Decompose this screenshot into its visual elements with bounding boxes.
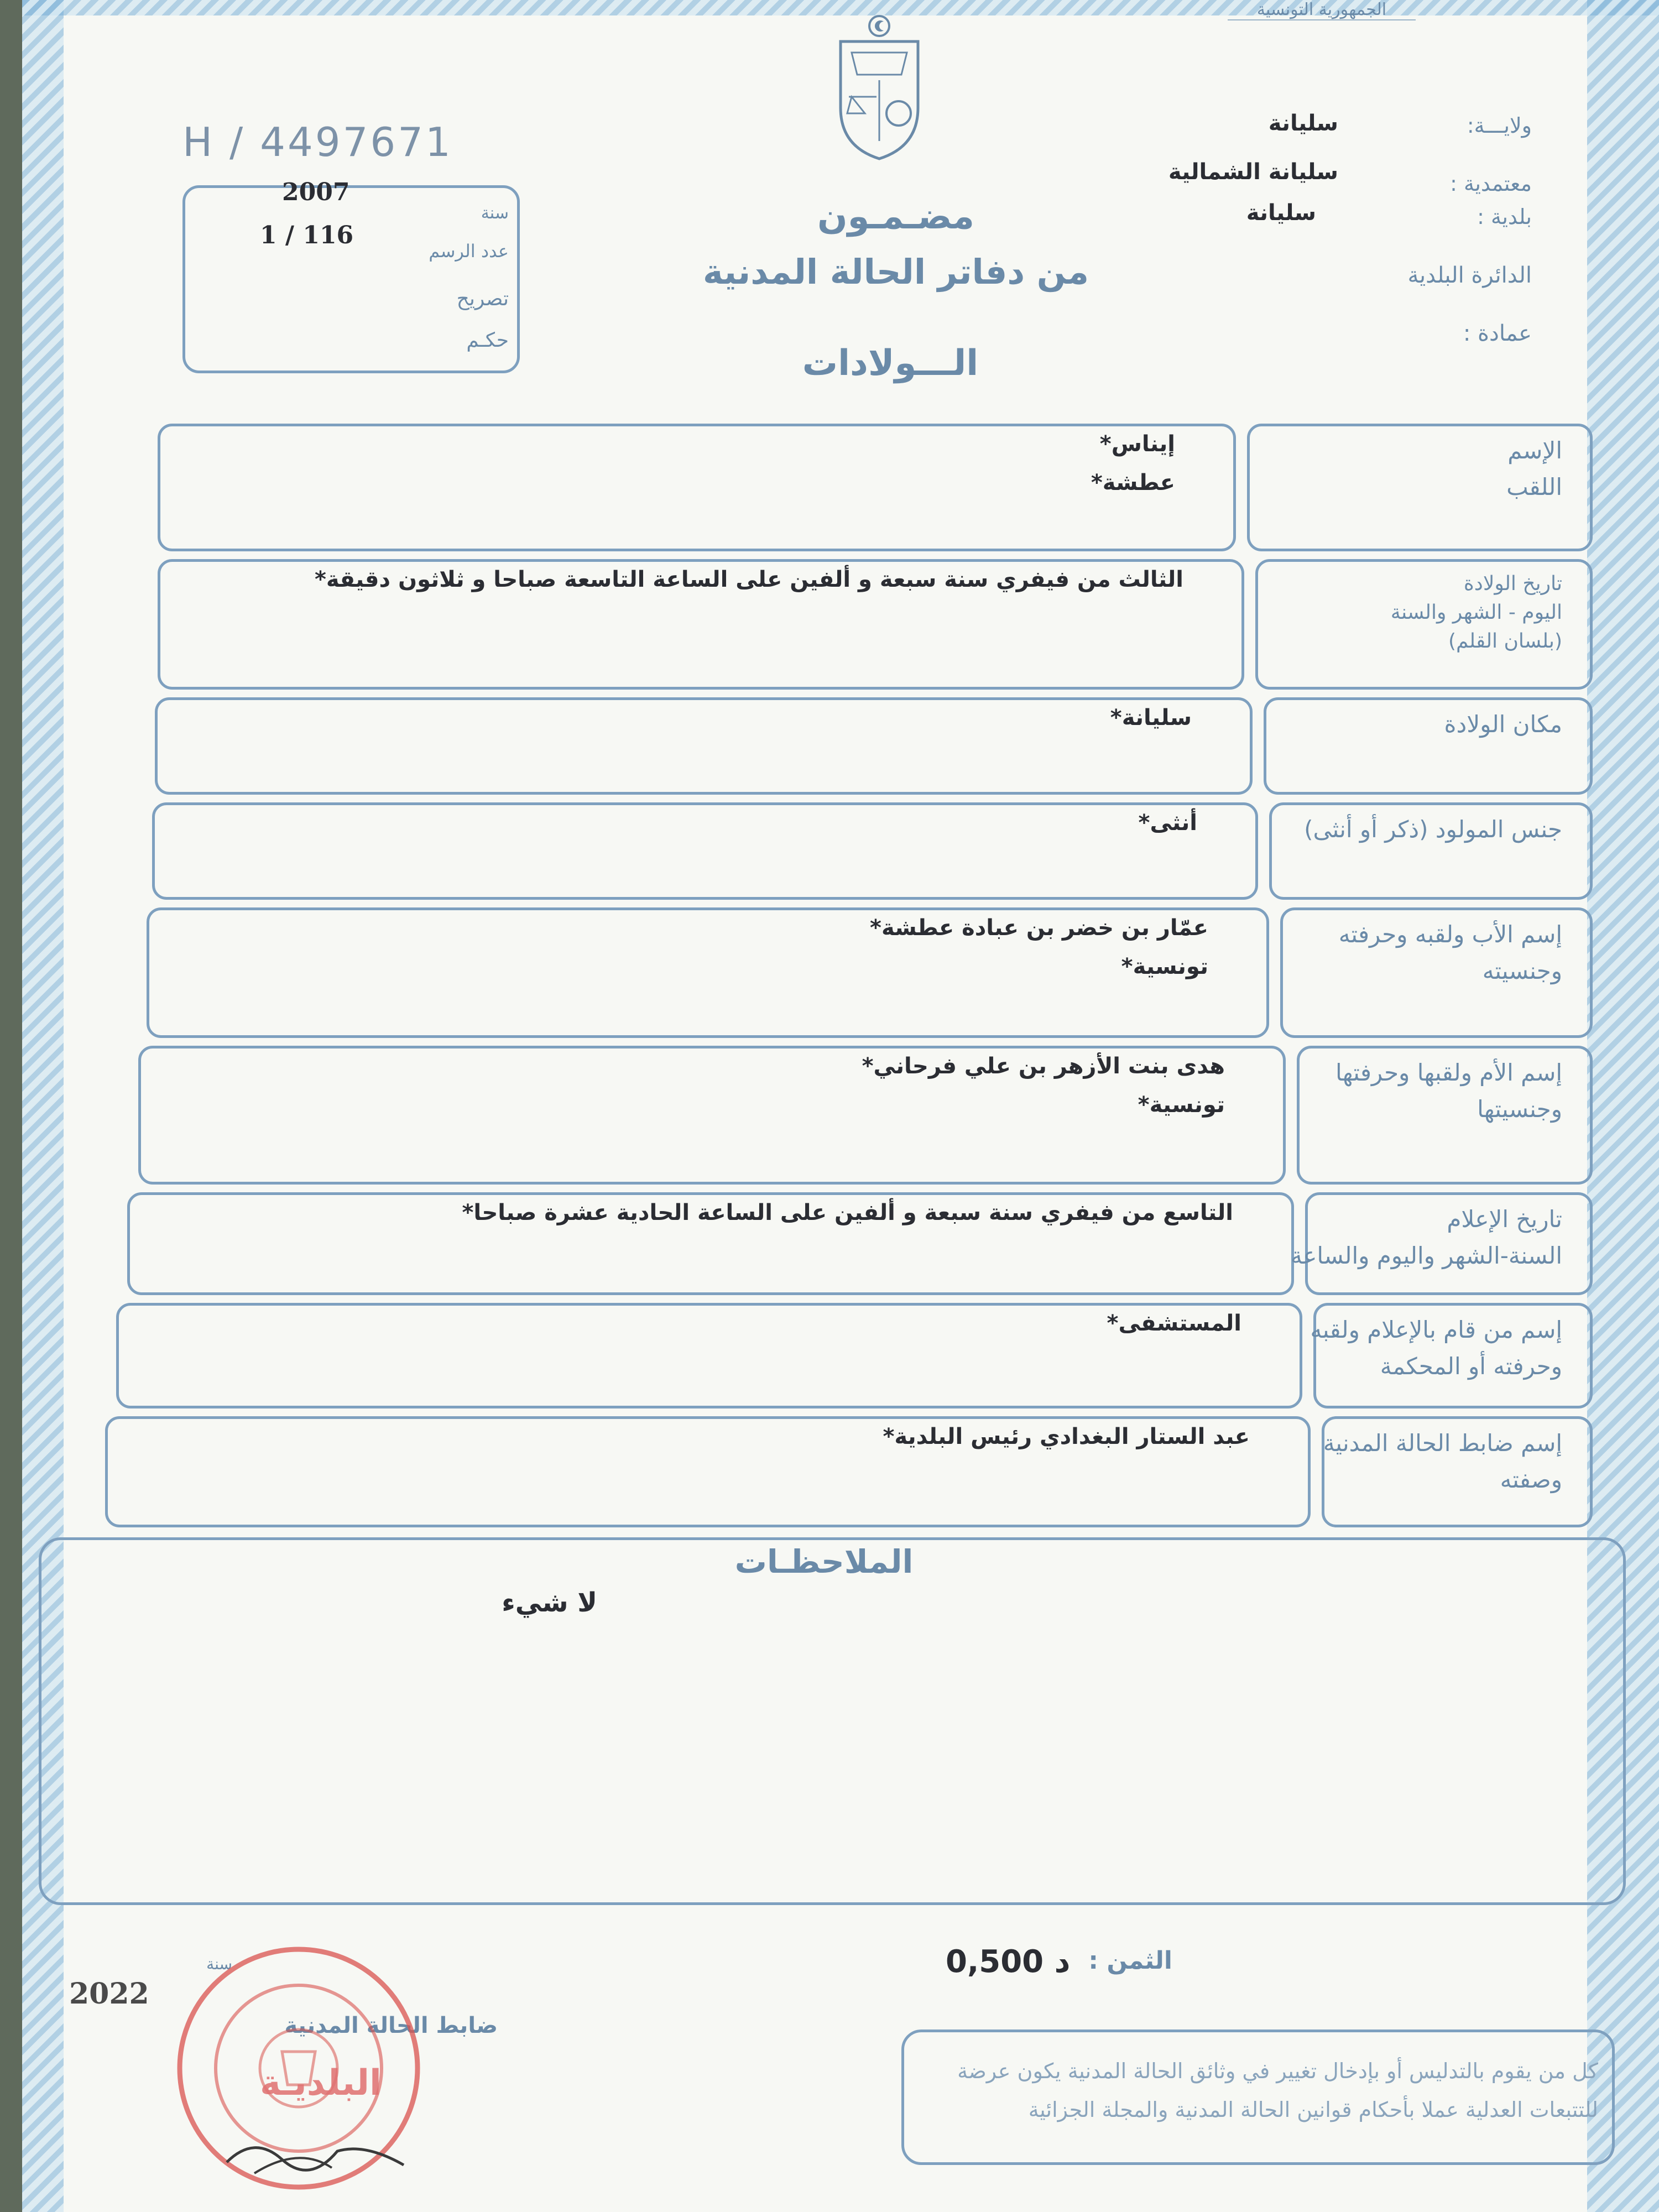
field-label: إسم الأب ولقبه وحرفته <box>1338 921 1562 948</box>
field-value: تونسية* <box>1138 1092 1225 1118</box>
remarks-box <box>39 1537 1626 1905</box>
omada-label: عمادة : <box>1463 321 1532 346</box>
source-title: من دفاتر الحالة المدنية <box>703 252 1089 292</box>
municipality-label: بلدية : <box>1477 205 1532 229</box>
register-year-label: سنة <box>481 204 509 223</box>
price-value: 0,500 د <box>946 1944 1071 1980</box>
republic-heading: الجمهورية التونسية <box>1228 0 1416 20</box>
field-label: إسم الأم ولقبها وحرفتها <box>1335 1059 1562 1086</box>
field-label: إسم من قام بالإعلام ولقبه <box>1310 1316 1562 1343</box>
remarks-title: الملاحظـات <box>734 1543 914 1580</box>
birth-certificate-document <box>22 0 1659 2212</box>
stamp-text: البلديـة <box>260 2063 382 2104</box>
field-value: تونسية* <box>1121 954 1208 979</box>
field-value: هدى بنت الأزهر بن علي فرحاني* <box>862 1053 1225 1079</box>
officer-label: ضابط الحالة المدنية <box>284 2013 498 2038</box>
remarks-value: لا شيء <box>502 1587 597 1618</box>
field-value: عطشة* <box>1091 470 1175 495</box>
field-value-box <box>155 697 1253 795</box>
field-label: وجنسيته <box>1482 957 1562 984</box>
register-judgment-label: حكـم <box>466 329 509 352</box>
field-label: (بلسان القلم) <box>1448 630 1562 653</box>
field-value: عبد الستار البغدادي رئيس البلدية* <box>883 1424 1250 1449</box>
warning-text: كل من يقوم بالتدليس أو بإدخال تغيير في وثائق الحالة المدنية يكون عرضة للتتبعات العدلية عملا بأحكام قوانين الحالة المدنية والمجلة الجزائية <box>957 2059 1598 2122</box>
tunisia-emblem-icon <box>824 14 935 160</box>
field-label: إسم ضابط الحالة المدنية <box>1323 1430 1562 1457</box>
wilaya-value: سليانة <box>1268 111 1338 136</box>
footer-year-value: 2022 <box>69 1977 149 2011</box>
field-label: جنس المولود (ذكر أو أنثى) <box>1304 816 1562 843</box>
births-title: الـــولادات <box>802 343 979 384</box>
register-number-label: عدد الرسم <box>429 241 509 262</box>
field-value-box <box>152 802 1258 900</box>
delegation-value: سليانة الشمالية <box>1168 159 1338 185</box>
district-label: الدائرة البلدية <box>1407 263 1532 288</box>
officer-signature-icon <box>221 2112 409 2190</box>
wilaya-label: ولايـــة: <box>1467 113 1532 138</box>
field-value: سليانة* <box>1110 705 1192 731</box>
field-label: تاريخ الولادة <box>1463 572 1562 595</box>
field-label: وصفته <box>1500 1466 1562 1493</box>
register-declaration-label: تصريح <box>456 288 509 310</box>
field-label: وجنسيتها <box>1477 1095 1562 1123</box>
serial-number: H / 4497671 <box>182 119 453 165</box>
municipality-value: سليانة <box>1246 200 1316 226</box>
delegation-label: معتمدية : <box>1450 171 1532 196</box>
field-label: وحرفته أو المحكمة <box>1380 1353 1562 1380</box>
field-label: مكان الولادة <box>1444 711 1562 738</box>
field-label: تاريخ الإعلام <box>1447 1206 1562 1233</box>
field-label: السنة-الشهر واليوم والساعة <box>1290 1242 1562 1269</box>
footer-year-label: سنة <box>206 1955 232 1973</box>
price-label: الثمن : <box>1088 1947 1172 1975</box>
field-value: أنثى* <box>1138 810 1197 836</box>
extract-title: مضـمـون <box>817 196 975 237</box>
field-value: المستشفى* <box>1107 1311 1241 1336</box>
register-number-value: 1 / 116 <box>260 221 354 249</box>
field-label: الإسم <box>1507 437 1562 464</box>
register-year-value: 2007 <box>282 178 350 206</box>
field-label: اللقب <box>1506 473 1562 500</box>
field-value: عمّار بن خضر بن عبادة عطشة* <box>870 915 1208 941</box>
field-value-box <box>158 424 1236 551</box>
field-value: التاسع من فيفري سنة سبعة و ألفين على الساعة الحادية عشرة صباحا* <box>462 1200 1233 1225</box>
field-value: الثالث من فيفري سنة سبعة و ألفين على الساعة التاسعة صباحا و ثلاثون دقيقة* <box>315 567 1183 592</box>
field-value: إيناس* <box>1099 431 1175 457</box>
field-label: اليوم - الشهر والسنة <box>1390 601 1562 624</box>
